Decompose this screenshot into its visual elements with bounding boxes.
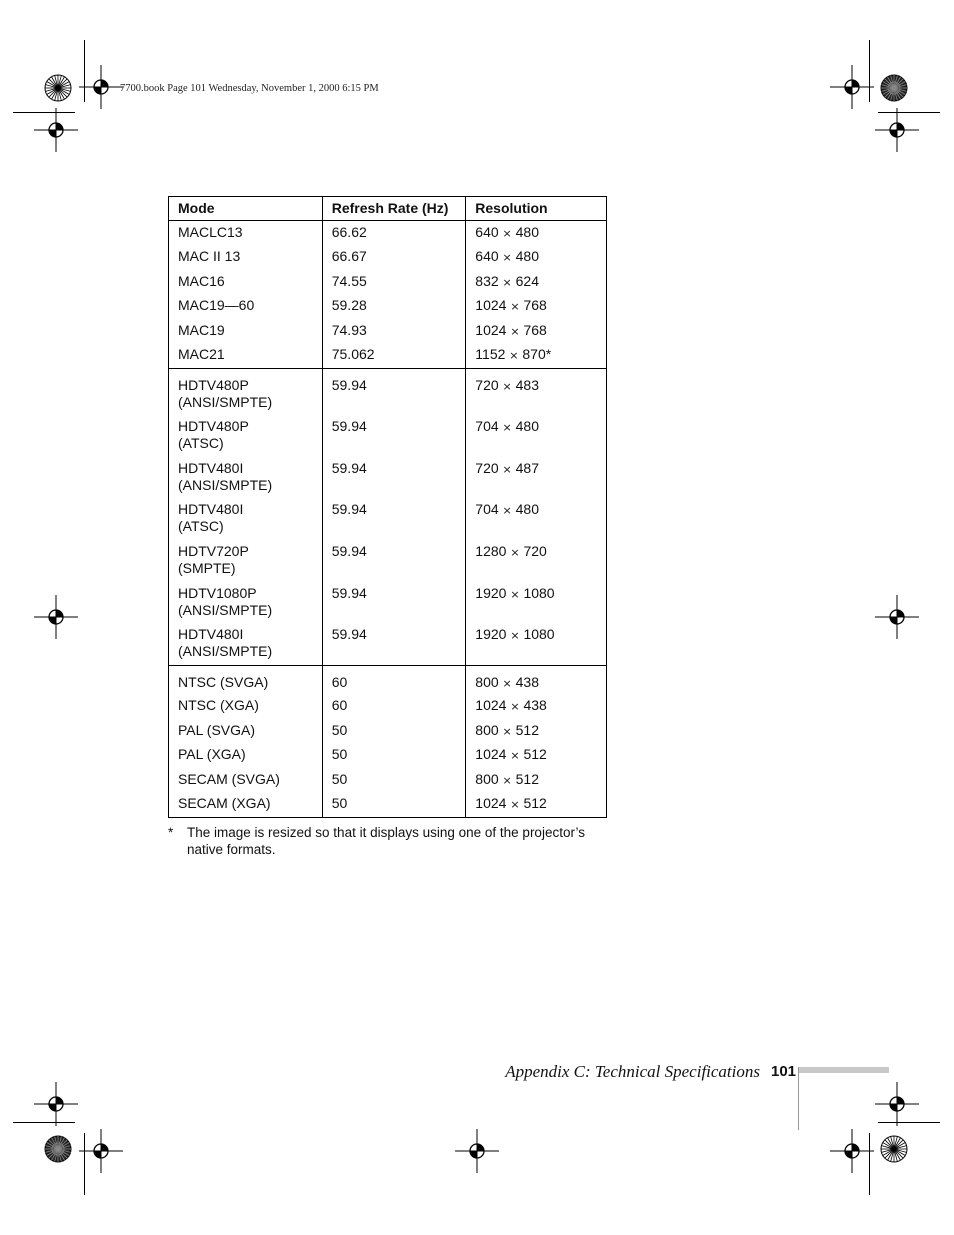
resolution-height: 512 (515, 721, 539, 738)
times-sign: × (502, 227, 512, 240)
resolution-height: 768 (523, 297, 547, 314)
mode-standard: (ATSC) (178, 518, 224, 535)
table-row (169, 719, 607, 744)
footnote-mark: * (168, 825, 174, 840)
registration-mark-icon (34, 108, 78, 152)
resolution-height: 480 (515, 248, 539, 265)
cell-resolution (466, 768, 607, 793)
mode-table (168, 196, 607, 818)
mode-name: MAC II 13 (178, 248, 241, 265)
mode-name: NTSC (XGA) (178, 697, 259, 714)
resolution-height: 438 (515, 673, 539, 690)
times-sign: × (510, 324, 520, 338)
cell-refresh-rate: 59.94 (322, 457, 466, 499)
times-sign: × (510, 700, 520, 714)
resolution-height: 480 (515, 417, 539, 434)
cell-refresh-rate: 59.94 (322, 369, 466, 415)
registration-mark-icon (875, 108, 919, 152)
mode-standard: (ANSI/SMPTE) (178, 643, 273, 660)
cell-mode (169, 319, 323, 344)
mode-name: HDTV480I (178, 459, 244, 476)
resolution-width: 832 (475, 272, 499, 289)
cell-refresh-rate: 60 (322, 665, 466, 694)
resolution-width: 1024 (475, 746, 507, 763)
color-target-icon (43, 1134, 73, 1164)
times-sign: × (510, 300, 520, 314)
cell-resolution (466, 221, 607, 246)
cell-resolution (466, 623, 607, 665)
cell-refresh-rate: 66.62 (322, 221, 466, 246)
table-row (169, 245, 607, 270)
cell-mode (169, 743, 323, 768)
mode-name: PAL (SVGA) (178, 721, 256, 738)
cell-mode (169, 719, 323, 744)
resolution-height: 1080 (523, 584, 555, 601)
cell-refresh-rate: 59.94 (322, 582, 466, 624)
print-header: 7700.book Page 101 Wednesday, November 1, 2000 6:15 PM (120, 83, 379, 94)
page-number: 101 (771, 1063, 797, 1080)
table-body (169, 221, 607, 818)
cell-resolution (466, 694, 607, 719)
cell-resolution (466, 719, 607, 744)
table-row (169, 665, 607, 694)
cell-mode (169, 498, 323, 540)
cell-mode (169, 768, 323, 793)
footnote-text: The image is resized so that it displays using one of the projector’s native formats. (187, 825, 585, 857)
table-row (169, 369, 607, 415)
times-sign: × (502, 380, 512, 394)
resolution-width: 800 (475, 721, 499, 738)
mode-name: HDTV480I (178, 501, 244, 518)
resolution-width: 800 (475, 673, 499, 690)
resolution-height: 720 (523, 543, 547, 560)
page-footer (0, 1060, 954, 1090)
cell-mode (169, 270, 323, 295)
column-header-resolution: Resolution (466, 197, 607, 221)
resolution-width: 1024 (475, 321, 507, 338)
mode-name: NTSC (SVGA) (178, 673, 269, 690)
cell-mode (169, 369, 323, 415)
table-row (169, 623, 607, 665)
resolution-height: 512 (515, 770, 539, 787)
times-sign: × (509, 349, 519, 363)
cell-mode (169, 457, 323, 499)
table-row (169, 694, 607, 719)
mode-name: HDTV480I (178, 626, 244, 643)
mode-standard: (SMPTE) (178, 560, 236, 577)
table-row (169, 540, 607, 582)
registration-mark-icon (830, 1129, 874, 1173)
table-row (169, 319, 607, 344)
cell-resolution (466, 582, 607, 624)
times-sign: × (502, 420, 512, 434)
resolution-width: 704 (475, 417, 499, 434)
resolution-height: 624 (515, 272, 539, 289)
cell-refresh-rate: 50 (322, 768, 466, 793)
cell-resolution (466, 457, 607, 499)
cell-mode (169, 582, 323, 624)
times-sign: × (502, 251, 512, 265)
cell-mode (169, 694, 323, 719)
resolution-height: 1080 (523, 626, 555, 643)
cell-refresh-rate: 66.67 (322, 245, 466, 270)
times-sign: × (502, 275, 512, 289)
mode-name: PAL (XGA) (178, 746, 246, 763)
cell-refresh-rate: 59.94 (322, 498, 466, 540)
times-sign: × (502, 773, 512, 787)
mode-standard: (ANSI/SMPTE) (178, 476, 273, 493)
cell-refresh-rate: 74.93 (322, 319, 466, 344)
mode-name: MACLC13 (178, 224, 243, 240)
times-sign: × (502, 504, 512, 518)
mode-name: MAC21 (178, 346, 225, 363)
table-row (169, 498, 607, 540)
column-header-refresh-rate: Refresh Rate (Hz) (322, 197, 466, 221)
table-row (169, 457, 607, 499)
cell-resolution (466, 792, 607, 818)
resolution-width: 720 (475, 377, 499, 394)
times-sign: × (502, 676, 512, 690)
cell-mode (169, 665, 323, 694)
mode-standard: (ANSI/SMPTE) (178, 394, 273, 411)
cell-refresh-rate: 74.55 (322, 270, 466, 295)
color-target-icon (879, 1134, 909, 1164)
footnote (168, 824, 608, 858)
resolution-height: 768 (523, 321, 547, 338)
resolution-height: 487 (515, 459, 539, 476)
cell-resolution (466, 343, 607, 369)
cell-mode (169, 221, 323, 246)
section-title: Appendix C: Technical Specifications (505, 1062, 760, 1081)
resolution-width: 704 (475, 501, 499, 518)
cell-mode (169, 245, 323, 270)
resolution-width: 1024 (475, 697, 507, 714)
cell-resolution (466, 319, 607, 344)
mode-name: HDTV720P (178, 543, 249, 560)
resolution-width: 1280 (475, 543, 507, 560)
cell-resolution (466, 294, 607, 319)
cell-refresh-rate: 59.94 (322, 623, 466, 665)
table-row (169, 792, 607, 818)
cell-refresh-rate: 50 (322, 719, 466, 744)
resolution-width: 720 (475, 459, 499, 476)
mode-name: SECAM (XGA) (178, 795, 271, 812)
mode-name: HDTV1080P (178, 584, 257, 601)
cell-resolution (466, 540, 607, 582)
table-row (169, 582, 607, 624)
cell-refresh-rate: 60 (322, 694, 466, 719)
resolution-width: 1024 (475, 795, 507, 812)
cell-resolution (466, 498, 607, 540)
mode-name: MAC19—60 (178, 297, 255, 314)
times-sign: × (510, 546, 520, 560)
table-header-row (169, 197, 607, 221)
mode-standard: (ATSC) (178, 434, 224, 451)
cell-resolution (466, 665, 607, 694)
times-sign: × (510, 629, 520, 643)
table-row (169, 743, 607, 768)
registration-mark-icon (79, 1129, 123, 1173)
cell-resolution (466, 369, 607, 415)
color-target-icon (43, 73, 73, 103)
cell-refresh-rate: 59.28 (322, 294, 466, 319)
resolution-height: 480 (515, 224, 539, 240)
cell-resolution (466, 743, 607, 768)
cell-mode (169, 294, 323, 319)
cell-mode (169, 343, 323, 369)
resolution-height: 438 (523, 697, 547, 714)
cell-resolution (466, 245, 607, 270)
cell-mode (169, 540, 323, 582)
cell-resolution (466, 415, 607, 457)
resolution-width: 1152 (475, 346, 506, 363)
registration-mark-icon (875, 595, 919, 639)
cell-refresh-rate: 75.062 (322, 343, 466, 369)
table-row (169, 415, 607, 457)
times-sign: × (502, 724, 512, 738)
thumb-tab-bar (799, 1067, 889, 1073)
cell-refresh-rate: 50 (322, 743, 466, 768)
cell-mode (169, 415, 323, 457)
cell-resolution (466, 270, 607, 295)
registration-mark-icon (79, 65, 123, 109)
resolution-height: 870* (522, 346, 552, 363)
mode-name: MAC19 (178, 321, 225, 338)
table-row (169, 270, 607, 295)
times-sign: × (510, 749, 520, 763)
table-row (169, 343, 607, 369)
column-header-mode: Mode (169, 197, 323, 221)
color-target-icon (879, 73, 909, 103)
registration-mark-icon (830, 65, 874, 109)
cell-refresh-rate: 50 (322, 792, 466, 818)
times-sign: × (510, 587, 520, 601)
registration-mark-icon (455, 1129, 499, 1173)
times-sign: × (510, 798, 520, 812)
table-row (169, 294, 607, 319)
resolution-width: 640 (475, 248, 499, 265)
mode-standard: (ANSI/SMPTE) (178, 601, 273, 618)
cell-refresh-rate: 59.94 (322, 540, 466, 582)
resolution-height: 512 (523, 746, 547, 763)
resolution-width: 1920 (475, 584, 507, 601)
cell-refresh-rate: 59.94 (322, 415, 466, 457)
resolution-height: 480 (515, 501, 539, 518)
resolution-height: 512 (523, 795, 547, 812)
resolution-height: 483 (515, 377, 539, 394)
times-sign: × (502, 462, 512, 476)
cell-mode (169, 792, 323, 818)
mode-name: HDTV480P (178, 417, 249, 434)
table-row (169, 768, 607, 793)
registration-mark-icon (34, 595, 78, 639)
table-row (169, 221, 607, 246)
mode-name: SECAM (SVGA) (178, 770, 280, 787)
resolution-width: 640 (475, 224, 499, 240)
mode-name: HDTV480P (178, 377, 249, 394)
cell-mode (169, 623, 323, 665)
resolution-width: 1920 (475, 626, 507, 643)
resolution-width: 1024 (475, 297, 507, 314)
resolution-width: 800 (475, 770, 499, 787)
thumb-tab-line (798, 1067, 799, 1130)
mode-name: MAC16 (178, 272, 225, 289)
